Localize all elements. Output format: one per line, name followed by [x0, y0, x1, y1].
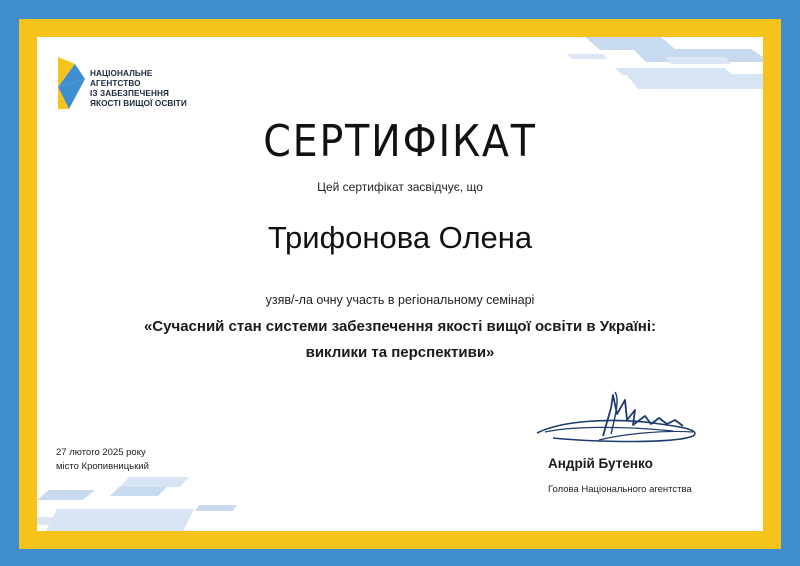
agency-name	[90, 69, 187, 109]
certificate-subtitle: Цей сертифікат засвідчує, що	[317, 180, 483, 194]
signer-name: Андрій Бутенко	[548, 456, 653, 471]
agency-name-line-1: НАЦІОНАЛЬНЕ	[90, 69, 153, 78]
participation-text: узяв/-ла очну участь в регіональному семінарі	[265, 293, 535, 307]
issue-city: місто Кропивницький	[56, 461, 149, 472]
seminar-title-line-2: виклики та перспективи»	[305, 344, 495, 361]
issue-date-block	[56, 446, 149, 474]
certificate-title: СЕРТИФІКАТ	[263, 116, 537, 167]
handwritten-signature	[533, 390, 703, 450]
agency-name-line-3: ІЗ ЗАБЕЗПЕЧЕННЯ	[90, 89, 169, 98]
seminar-title-line-1: «Сучасний стан системи забезпечення якості вищої освіти в Україні:	[143, 318, 657, 335]
agency-name-line-2: АГЕНТСТВО	[90, 79, 141, 88]
recipient-name: Трифонова Олена	[267, 220, 533, 255]
logo-mark-icon	[55, 51, 89, 117]
signer-title: Голова Національного агентства	[548, 484, 692, 495]
certificate-paper	[37, 37, 763, 531]
seminar-title	[77, 314, 723, 366]
agency-name-line-4: ЯКОСТІ ВИЩОЇ ОСВІТИ	[90, 99, 187, 108]
issue-date: 27 лютого 2025 року	[56, 447, 146, 458]
agency-logo	[55, 51, 205, 121]
